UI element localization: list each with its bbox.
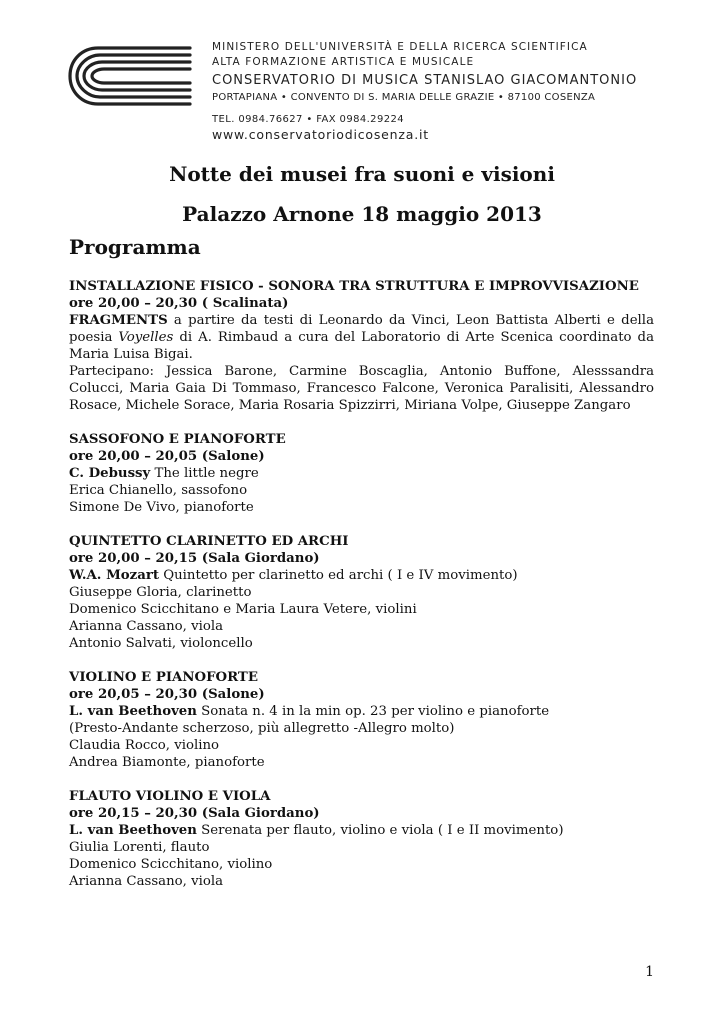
institution-info	[212, 40, 637, 143]
section-title: QUINTETTO CLARINETTO ED ARCHI	[69, 534, 349, 549]
conservatory-name: CONSERVATORIO DI MUSICA STANISLAO GIACOMANTONIO	[212, 73, 638, 88]
composer: C. Debussy	[69, 466, 151, 481]
composer: W.A. Mozart	[69, 568, 159, 583]
ministry-line: MINISTERO DELL'UNIVERSITÀ E DELLA RICERCA SCIENTIFICA	[212, 41, 588, 53]
program-section	[69, 533, 654, 652]
performer: Arianna Cassano, viola	[69, 874, 224, 889]
work-title: Serenata per flauto, violino e viola ( I e II movimento)	[196, 823, 564, 838]
performer: Domenico Scicchitano e Maria Laura Vetere, violini	[69, 602, 417, 617]
performer: Claudia Rocco, violino	[69, 738, 220, 753]
composer: L. van Beethoven	[69, 823, 197, 838]
program-section	[69, 278, 654, 414]
address-line: PORTAPIANA • CONVENTO DI S. MARIA DELLE GRAZIE • 87100 COSENZA	[212, 92, 596, 103]
section-time: ore 20,05 – 20,30 (Salone)	[69, 687, 265, 702]
section-title: VIOLINO E PIANOFORTE	[69, 670, 258, 685]
work-line	[69, 465, 654, 482]
performer: Andrea Biamonte, pianoforte	[69, 755, 265, 770]
section-title: SASSOFONO E PIANOFORTE	[69, 432, 286, 447]
section-time: ore 20,15 – 20,30 (Sala Giordano)	[69, 806, 320, 821]
section-title: FLAUTO VIOLINO E VIOLA	[69, 789, 271, 804]
performer: Giuseppe Gloria, clarinetto	[69, 585, 252, 600]
participants: Partecipano: Jessica Barone, Carmine Boscaglia, Antonio Buffone, Alesssandra Colucci, Maria Gaia Di Tommaso, Francesco Falcone, Veronica Paralisiti, Alessandro Rosace, Michele Sorace, Maria Rosaria Spizzirri, Miriana Volpe, Giuseppe Zangaro	[69, 364, 654, 413]
description-text: di A. Rimbaud a cura del Laboratorio di Arte Scenica coordinato da Maria Luisa Bigai.	[69, 330, 654, 362]
poem-title: Voyelles	[118, 330, 174, 345]
work-line	[69, 567, 654, 584]
performer: Simone De Vivo, pianoforte	[69, 500, 254, 515]
website-line: www.conservatoriodicosenza.it	[212, 127, 429, 142]
work-title: FRAGMENTS	[69, 313, 168, 328]
section-description	[69, 312, 654, 363]
afam-line: ALTA FORMAZIONE ARTISTICA E MUSICALE	[212, 56, 475, 68]
work-line	[69, 703, 654, 720]
document-subtitle: Palazzo Arnone 18 maggio 2013	[182, 202, 542, 226]
work-title: The little negre	[150, 466, 259, 481]
performer: Arianna Cassano, viola	[69, 619, 224, 634]
phone-fax-line: TEL. 0984.76627 • FAX 0984.29224	[212, 114, 404, 125]
program-heading: Programma	[69, 235, 201, 259]
section-time: ore 20,00 – 20,15 (Sala Giordano)	[69, 551, 320, 566]
composer: L. van Beethoven	[69, 704, 197, 719]
section-time: ore 20,00 – 20,05 (Salone)	[69, 449, 265, 464]
performer: Domenico Scicchitano, violino	[69, 857, 273, 872]
section-time: ore 20,00 – 20,30 ( Scalinata)	[69, 296, 289, 311]
document-title: Notte dei musei fra suoni e visioni	[169, 162, 555, 186]
movements: (Presto-Andante scherzoso, più allegretto -Allegro molto)	[69, 721, 455, 736]
work-title: Quintetto per clarinetto ed archi ( I e IV movimento)	[158, 568, 518, 583]
section-title: INSTALLAZIONE FISICO - SONORA TRA STRUTTURA E IMPROVVISAZIONE	[69, 279, 639, 294]
work-line	[69, 822, 654, 839]
program-section	[69, 669, 654, 771]
performer: Antonio Salvati, violoncello	[69, 636, 253, 651]
program-list	[69, 278, 654, 907]
work-title: Sonata n. 4 in la min op. 23 per violino e pianoforte	[196, 704, 550, 719]
conservatorio-logo-icon	[64, 42, 194, 112]
program-section	[69, 788, 654, 890]
program-section	[69, 431, 654, 516]
page-number: 1	[645, 964, 654, 980]
performer: Erica Chianello, sassofono	[69, 483, 248, 498]
letterhead	[64, 36, 684, 156]
description-text: a partire da testi di Leonardo da Vinci, Leon Battista Alberti e della poesia	[69, 313, 654, 345]
performer: Giulia Lorenti, flauto	[69, 840, 210, 855]
